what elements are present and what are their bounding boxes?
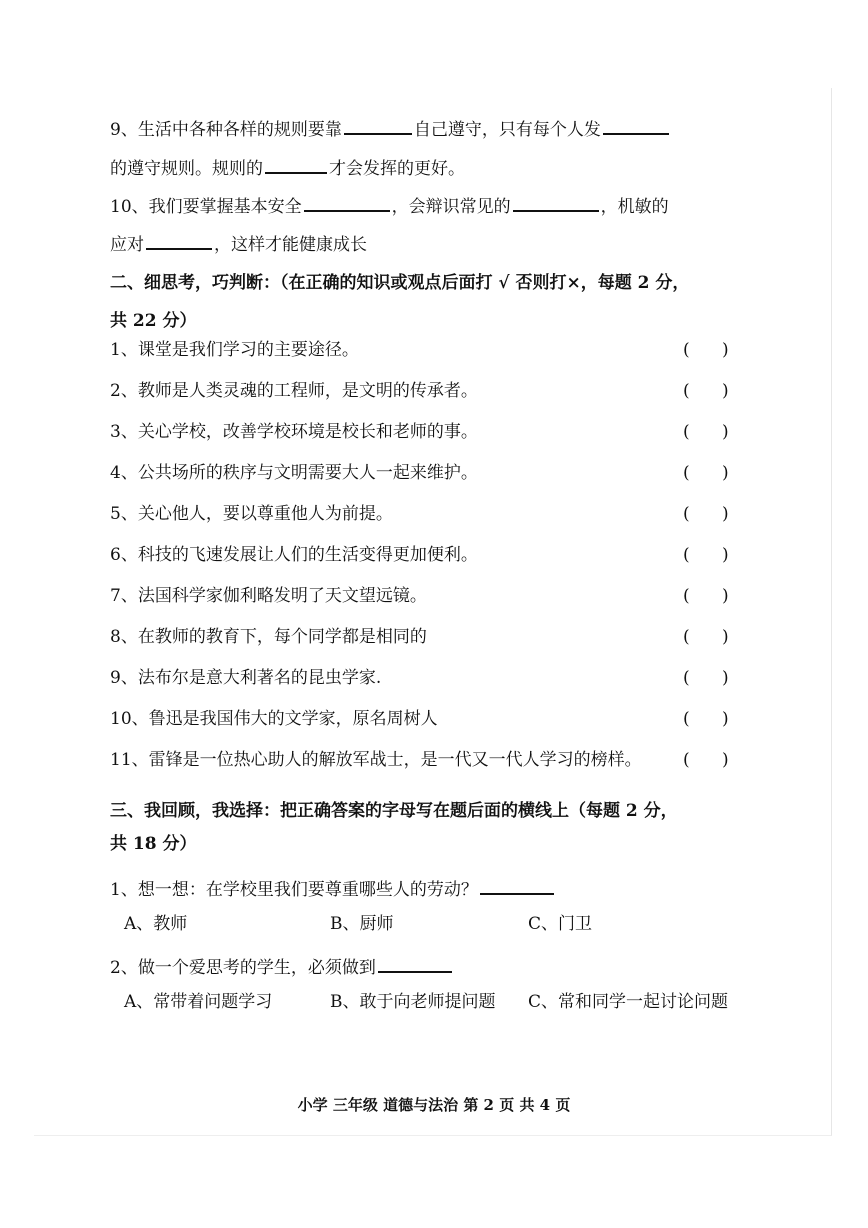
- answer-parentheses[interactable]: ( ): [683, 750, 729, 770]
- section3-title-line2: 共 18 分）: [110, 834, 197, 854]
- q1-option-a[interactable]: A、教师: [124, 914, 188, 934]
- choice-q2-text: 2、做一个爱思考的学生，必须做到: [110, 958, 376, 978]
- answer-parentheses[interactable]: ( ): [683, 463, 729, 483]
- judgement-item: 10、鲁迅是我国伟大的文学家，原名周树人: [110, 709, 438, 729]
- q1-option-b[interactable]: B、厨师: [330, 914, 394, 934]
- section2-title-line1: 二、细思考，巧判断：（在正确的知识或观点后面打 √ 否则打×，每题 2 分，: [110, 273, 690, 293]
- fill-q10-line1: [110, 194, 669, 218]
- answer-parentheses[interactable]: ( ): [683, 586, 729, 606]
- fill-q9-line2: [110, 156, 465, 180]
- answer-blank[interactable]: [513, 194, 599, 212]
- q9-text-c: 的遵守规则。规则的: [110, 159, 263, 179]
- q2-option-a[interactable]: A、常带着问题学习: [124, 992, 273, 1012]
- answer-parentheses[interactable]: ( ): [683, 422, 729, 442]
- q10-text-a: 10、我们要掌握基本安全: [110, 197, 302, 217]
- answer-blank[interactable]: [146, 232, 212, 250]
- judgement-item: 3、关心学校，改善学校环境是校长和老师的事。: [110, 422, 478, 442]
- choice-q2: [110, 955, 454, 979]
- answer-parentheses[interactable]: ( ): [683, 504, 729, 524]
- q2-option-b[interactable]: B、敢于向老师提问题: [330, 992, 496, 1012]
- judgement-item: 9、法布尔是意大利著名的昆虫学家.: [110, 668, 382, 688]
- q10-text-c: ，机敏的: [600, 197, 669, 217]
- q2-option-c[interactable]: C、常和同学一起讨论问题: [528, 992, 729, 1012]
- answer-blank[interactable]: [304, 194, 390, 212]
- judgement-item: 8、在教师的教育下，每个同学都是相同的: [110, 627, 427, 647]
- judgement-item: 2、教师是人类灵魂的工程师，是文明的传承者。: [110, 381, 478, 401]
- fill-q10-line2: [110, 232, 367, 256]
- judgement-item: 5、关心他人，要以尊重他人为前提。: [110, 504, 393, 524]
- judgement-item: 6、科技的飞速发展让人们的生活变得更加便利。: [110, 545, 478, 565]
- answer-parentheses[interactable]: ( ): [683, 627, 729, 647]
- fill-q9-line1: [110, 117, 671, 141]
- judgement-item: 7、法国科学家伽利略发明了天文望远镜。: [110, 586, 427, 606]
- page-footer: 小学 三年级 道德与法治 第 2 页 共 4 页: [297, 1096, 571, 1114]
- answer-blank[interactable]: [378, 955, 452, 973]
- answer-parentheses[interactable]: ( ): [683, 709, 729, 729]
- judgement-item: 11、雷锋是一位热心助人的解放军战士，是一代又一代人学习的榜样。: [110, 750, 642, 770]
- judgement-item: 1、课堂是我们学习的主要途径。: [110, 340, 359, 360]
- answer-blank[interactable]: [344, 117, 412, 135]
- answer-blank[interactable]: [265, 156, 327, 174]
- q9-text-b: 自己遵守，只有每个人发: [413, 120, 601, 140]
- q10-text-d: 应对: [110, 235, 144, 255]
- answer-parentheses[interactable]: ( ): [683, 668, 729, 688]
- answer-parentheses[interactable]: ( ): [683, 340, 729, 360]
- q9-text-d: 才会发挥的更好。: [329, 159, 465, 179]
- q10-text-b: ，会辩识常见的: [391, 197, 511, 217]
- q9-text-a: 9、生活中各种各样的规则要靠: [110, 120, 342, 140]
- answer-parentheses[interactable]: ( ): [683, 381, 729, 401]
- choice-q1: [110, 877, 556, 901]
- section3-title-line1: 三、我回顾，我选择：把正确答案的字母写在题后面的横线上（每题 2 分，: [110, 801, 678, 821]
- section2-title-line2: 共 22 分）: [110, 311, 197, 331]
- judgement-item: 4、公共场所的秩序与文明需要大人一起来维护。: [110, 463, 478, 483]
- answer-blank[interactable]: [603, 117, 669, 135]
- answer-blank[interactable]: [480, 877, 554, 895]
- choice-q1-text: 1、想一想：在学校里我们要尊重哪些人的劳动？: [110, 880, 478, 900]
- q1-option-c[interactable]: C、门卫: [528, 914, 593, 934]
- answer-parentheses[interactable]: ( ): [683, 545, 729, 565]
- q10-text-e: ，这样才能健康成长: [214, 235, 367, 255]
